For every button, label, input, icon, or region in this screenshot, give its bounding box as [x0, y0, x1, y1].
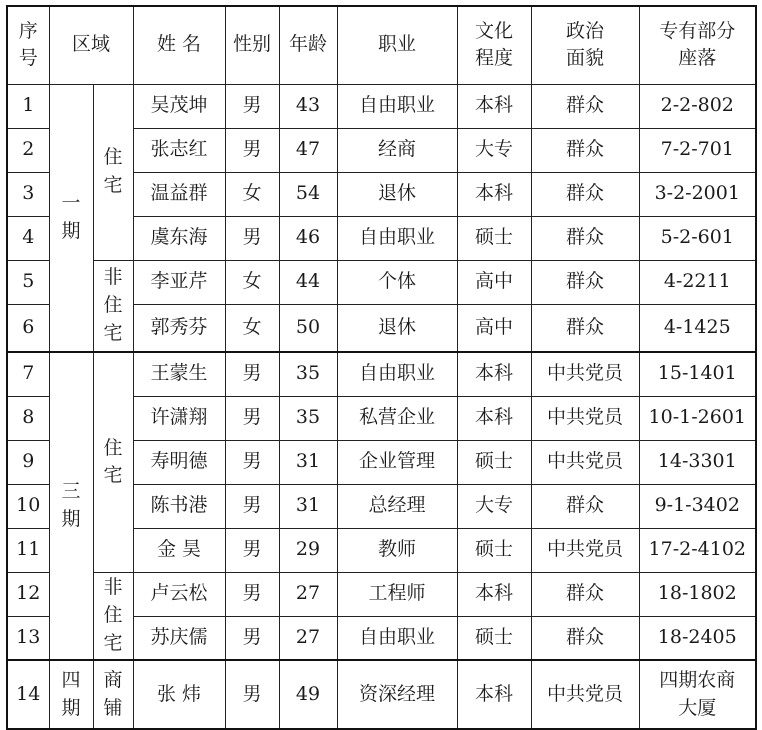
cell-name: 吴茂坤	[133, 84, 225, 128]
cell-edu: 本科	[457, 352, 531, 396]
cell-politics: 群众	[531, 172, 639, 216]
cell-no: 14	[7, 660, 49, 729]
cell-no: 13	[7, 616, 49, 660]
cell-age: 54	[279, 172, 337, 216]
cell-unit: 10-1-2601	[639, 396, 756, 440]
cell-age: 27	[279, 616, 337, 660]
cell-unit: 18-1802	[639, 572, 756, 616]
cell-gender: 男	[225, 572, 279, 616]
cell-name: 张志红	[133, 128, 225, 172]
cell-politics: 群众	[531, 572, 639, 616]
cell-age: 35	[279, 396, 337, 440]
cell-job: 经商	[337, 128, 457, 172]
table-row	[7, 572, 756, 616]
cell-job: 教师	[337, 528, 457, 572]
header-row	[7, 6, 756, 84]
cell-job: 个体	[337, 260, 457, 304]
cell-age: 27	[279, 572, 337, 616]
cell-gender: 男	[225, 616, 279, 660]
cell-job: 自由职业	[337, 84, 457, 128]
cell-name: 张 炜	[133, 660, 225, 729]
cell-name: 郭秀芬	[133, 304, 225, 352]
cell-age: 35	[279, 352, 337, 396]
cell-job: 私营企业	[337, 396, 457, 440]
cell-edu: 硕士	[457, 528, 531, 572]
cell-no: 3	[7, 172, 49, 216]
cell-politics: 群众	[531, 260, 639, 304]
cell-no: 11	[7, 528, 49, 572]
cell-age: 29	[279, 528, 337, 572]
cell-edu: 本科	[457, 84, 531, 128]
cell-gender: 女	[225, 260, 279, 304]
cell-age: 31	[279, 484, 337, 528]
cell-unit: 3-2-2001	[639, 172, 756, 216]
cell-politics: 群众	[531, 616, 639, 660]
cell-politics: 中共党员	[531, 660, 639, 729]
cell-name: 陈书港	[133, 484, 225, 528]
type-shangpu-cell: 商铺	[93, 660, 133, 729]
cell-name: 寿明德	[133, 440, 225, 484]
cell-age: 46	[279, 216, 337, 260]
cell-unit: 4-1425	[639, 304, 756, 352]
cell-politics: 中共党员	[531, 528, 639, 572]
cell-unit: 4-2211	[639, 260, 756, 304]
cell-edu: 高中	[457, 304, 531, 352]
cell-politics: 群众	[531, 128, 639, 172]
cell-gender: 男	[225, 84, 279, 128]
cell-no: 8	[7, 396, 49, 440]
cell-edu: 大专	[457, 128, 531, 172]
cell-no: 6	[7, 304, 49, 352]
cell-politics: 群众	[531, 304, 639, 352]
cell-job: 企业管理	[337, 440, 457, 484]
table-row	[7, 260, 756, 304]
table-row	[7, 660, 756, 729]
cell-gender: 女	[225, 172, 279, 216]
cell-name: 王蒙生	[133, 352, 225, 396]
cell-job: 退休	[337, 172, 457, 216]
phase-1-cell: 一期	[49, 84, 93, 352]
cell-politics: 中共党员	[531, 396, 639, 440]
cell-unit: 5-2-601	[639, 216, 756, 260]
cell-no: 7	[7, 352, 49, 396]
cell-name: 许潇翔	[133, 396, 225, 440]
phase-4-cell: 四期	[49, 660, 93, 729]
cell-unit: 四期农商大厦	[639, 660, 756, 729]
cell-edu: 本科	[457, 172, 531, 216]
cell-edu: 硕士	[457, 216, 531, 260]
cell-unit: 15-1401	[639, 352, 756, 396]
type-zhuzhai-cell: 住宅	[93, 84, 133, 260]
cell-edu: 硕士	[457, 440, 531, 484]
cell-age: 50	[279, 304, 337, 352]
cell-job: 总经理	[337, 484, 457, 528]
cell-politics: 群众	[531, 216, 639, 260]
cell-name: 虞东海	[133, 216, 225, 260]
cell-no: 4	[7, 216, 49, 260]
cell-job: 资深经理	[337, 660, 457, 729]
cell-politics: 中共党员	[531, 352, 639, 396]
cell-job: 自由职业	[337, 216, 457, 260]
cell-job: 自由职业	[337, 352, 457, 396]
cell-age: 47	[279, 128, 337, 172]
cell-edu: 高中	[457, 260, 531, 304]
phase-3-cell: 三期	[49, 352, 93, 660]
type-feizhuzhai-cell: 非住宅	[93, 260, 133, 352]
cell-edu: 本科	[457, 396, 531, 440]
cell-politics: 群众	[531, 484, 639, 528]
header-region: 区域	[49, 6, 133, 84]
cell-no: 2	[7, 128, 49, 172]
cell-unit: 17-2-4102	[639, 528, 756, 572]
cell-age: 44	[279, 260, 337, 304]
header-gender: 性别	[225, 6, 279, 84]
cell-gender: 男	[225, 352, 279, 396]
cell-age: 49	[279, 660, 337, 729]
cell-unit: 18-2405	[639, 616, 756, 660]
cell-politics: 中共党员	[531, 440, 639, 484]
cell-politics: 群众	[531, 84, 639, 128]
cell-unit: 7-2-701	[639, 128, 756, 172]
type-zhuzhai-cell: 住宅	[93, 352, 133, 572]
cell-gender: 女	[225, 304, 279, 352]
cell-job: 退休	[337, 304, 457, 352]
cell-edu: 本科	[457, 572, 531, 616]
type-feizhuzhai-cell: 非住宅	[93, 572, 133, 660]
cell-gender: 男	[225, 528, 279, 572]
cell-no: 1	[7, 84, 49, 128]
cell-age: 43	[279, 84, 337, 128]
header-age: 年龄	[279, 6, 337, 84]
cell-gender: 男	[225, 396, 279, 440]
header-job: 职业	[337, 6, 457, 84]
cell-no: 5	[7, 260, 49, 304]
cell-edu: 大专	[457, 484, 531, 528]
table-row	[7, 84, 756, 128]
cell-job: 自由职业	[337, 616, 457, 660]
header-no: 序号	[7, 6, 49, 84]
cell-job: 工程师	[337, 572, 457, 616]
cell-no: 10	[7, 484, 49, 528]
cell-no: 12	[7, 572, 49, 616]
cell-name: 李亚芹	[133, 260, 225, 304]
cell-age: 31	[279, 440, 337, 484]
header-name: 姓 名	[133, 6, 225, 84]
cell-edu: 硕士	[457, 616, 531, 660]
cell-gender: 男	[225, 484, 279, 528]
cell-name: 苏庆儒	[133, 616, 225, 660]
cell-gender: 男	[225, 216, 279, 260]
cell-name: 金 昊	[133, 528, 225, 572]
cell-unit: 9-1-3402	[639, 484, 756, 528]
cell-no: 9	[7, 440, 49, 484]
cell-edu: 本科	[457, 660, 531, 729]
header-unit: 专有部分座落	[639, 6, 756, 84]
cell-gender: 男	[225, 440, 279, 484]
cell-gender: 男	[225, 128, 279, 172]
table-row	[7, 352, 756, 396]
header-politics: 政治面貌	[531, 6, 639, 84]
cell-name: 温益群	[133, 172, 225, 216]
cell-gender: 男	[225, 660, 279, 729]
cell-name: 卢云松	[133, 572, 225, 616]
cell-unit: 14-3301	[639, 440, 756, 484]
member-table	[6, 5, 757, 730]
header-edu: 文化程度	[457, 6, 531, 84]
cell-unit: 2-2-802	[639, 84, 756, 128]
